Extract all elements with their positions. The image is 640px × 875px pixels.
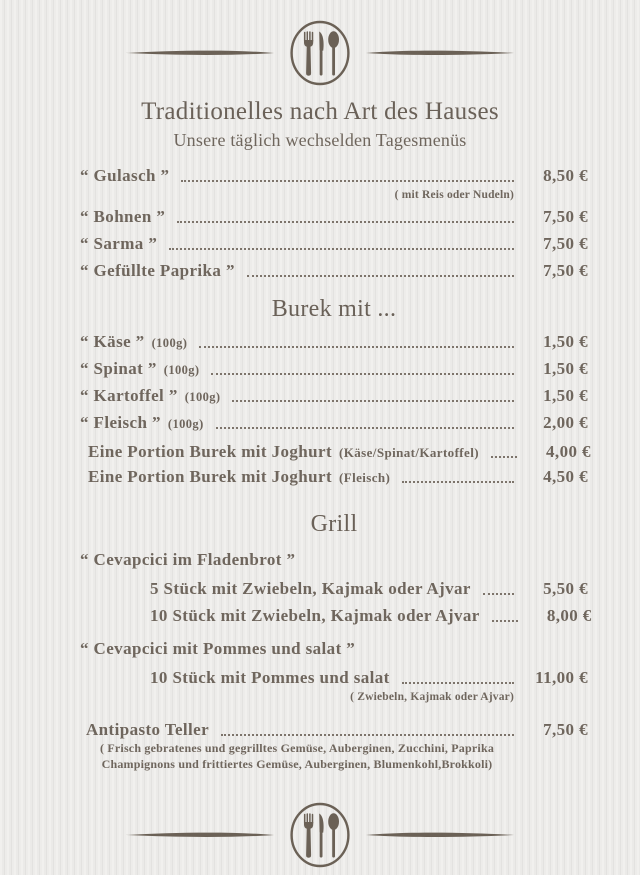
item-label: 10 Stück mit Pommes und salat xyxy=(150,667,390,687)
item-price: 2,00 € xyxy=(543,412,588,432)
menu-item-10-stueck-fladenbrot xyxy=(80,605,592,626)
menu-item-portion-burek-joghurt-fleisch xyxy=(88,467,588,487)
dot-leader xyxy=(402,682,514,684)
section-heading-burek: Burek mit ... xyxy=(271,295,397,322)
item-price: 7,50 € xyxy=(543,260,588,280)
dot-leader xyxy=(221,734,514,736)
menu-item-sarma xyxy=(80,234,588,254)
item-price: 7,50 € xyxy=(543,206,588,226)
item-note-line2: Champignons und frittiertes Gemüse, Auberginen, Blumenkohl,Brokkoli) xyxy=(101,756,493,771)
item-label: “ Cevapcici mit Pommes und salat ” xyxy=(80,638,356,658)
menu-item-gefuellte-paprika xyxy=(80,261,588,281)
group-label xyxy=(80,550,588,570)
menu-item-portion-burek-joghurt xyxy=(88,441,591,462)
item-price: 8,00 € xyxy=(546,605,592,625)
group-label xyxy=(80,639,588,659)
menu-item-spinat xyxy=(80,359,588,379)
dot-leader xyxy=(199,346,514,348)
grill-group-fladenbrot xyxy=(80,549,592,626)
item-qualifier: (Käse/Spinat/Kartoffel) xyxy=(339,444,479,460)
page-title: Traditionelles nach Art des Hauses xyxy=(141,98,499,125)
item-label: “ Spinat ” xyxy=(80,358,157,378)
item-price: 1,50 € xyxy=(543,385,588,405)
item-price: 4,00 € xyxy=(546,441,591,461)
item-price: 7,50 € xyxy=(543,233,588,253)
divider-right-icon xyxy=(365,48,515,58)
item-label: “ Gulasch ” xyxy=(80,165,170,185)
section-grill xyxy=(80,510,592,772)
item-note: ( Zwiebeln, Kajmak oder Ajvar) xyxy=(350,690,514,703)
item-price: 1,50 € xyxy=(543,358,588,378)
item-note: ( mit Reis oder Nudeln) xyxy=(394,188,514,201)
item-label: Eine Portion Burek mit Joghurt xyxy=(88,441,333,461)
item-label: “ Kartoffel ” xyxy=(80,385,178,405)
menu-item-fleisch xyxy=(80,413,588,433)
item-label: “ Bohnen ” xyxy=(80,206,166,226)
dot-leader xyxy=(402,481,514,483)
item-qualifier: (100g) xyxy=(184,389,221,404)
dot-leader xyxy=(177,221,514,223)
section-burek xyxy=(80,295,591,487)
item-label: Eine Portion Burek mit Joghurt xyxy=(88,466,333,486)
item-price: 11,00 € xyxy=(535,667,588,687)
item-label: Antipasto Teller xyxy=(86,719,210,739)
menu-item-10-stueck-pommes xyxy=(80,668,588,688)
burek-portions xyxy=(80,441,591,487)
item-price: 8,50 € xyxy=(543,165,588,185)
menu-item-5-stueck-fladenbrot xyxy=(80,579,588,599)
dot-leader xyxy=(211,373,514,375)
item-label: “ Cevapcici im Fladenbrot ” xyxy=(80,549,296,569)
cutlery-icon xyxy=(289,802,351,868)
item-qualifier: (Fleisch) xyxy=(339,469,391,485)
menu-header xyxy=(0,0,640,151)
dot-leader xyxy=(247,275,514,277)
menu-item-bohnen xyxy=(80,207,588,227)
item-qualifier: (100g) xyxy=(167,416,204,431)
menu-item-kartoffel xyxy=(80,386,588,406)
page-subtitle: Unsere täglich wechselden Tagesmenüs xyxy=(173,129,467,150)
menu-item-antipasto-teller xyxy=(80,720,588,772)
item-label: 5 Stück mit Zwiebeln, Kajmak oder Ajvar xyxy=(150,578,471,598)
divider-right-icon xyxy=(365,830,515,840)
item-price: 5,50 € xyxy=(543,578,588,598)
dot-leader xyxy=(491,456,517,458)
divider-left-icon xyxy=(125,48,275,58)
header-ornament xyxy=(0,20,640,86)
grill-group-pommes xyxy=(80,639,588,703)
dot-leader xyxy=(181,180,514,182)
section-heading-grill: Grill xyxy=(310,510,358,537)
footer-ornament xyxy=(0,802,640,868)
item-label: “ Gefüllte Paprika ” xyxy=(80,260,235,280)
menu-footer xyxy=(0,802,640,868)
item-label: “ Sarma ” xyxy=(80,233,158,253)
item-label: “ Käse ” xyxy=(80,331,145,351)
item-price: 4,50 € xyxy=(543,466,588,486)
menu-item-kaese xyxy=(80,332,588,352)
item-price: 1,50 € xyxy=(543,331,588,351)
dot-leader xyxy=(232,400,514,402)
item-label: “ Fleisch ” xyxy=(80,412,161,432)
menu-item-gulasch xyxy=(80,166,588,186)
menu-body xyxy=(0,151,640,772)
antipasto-row xyxy=(80,720,588,740)
item-note-line1: ( Frisch gebratenes und gegrilltes Gemüse, Auberginen, Zucchini, Paprika xyxy=(99,740,495,755)
divider-left-icon xyxy=(125,830,275,840)
item-qualifier: (100g) xyxy=(163,362,200,377)
dot-leader xyxy=(169,248,514,250)
dot-leader xyxy=(216,427,514,429)
cutlery-icon xyxy=(289,20,351,86)
dot-leader xyxy=(483,593,514,595)
item-price: 7,50 € xyxy=(543,719,588,739)
section-tagesmenu xyxy=(80,166,588,281)
item-label: 10 Stück mit Zwiebeln, Kajmak oder Ajvar xyxy=(150,605,480,625)
item-qualifier: (100g) xyxy=(151,335,188,350)
dot-leader xyxy=(492,620,518,622)
